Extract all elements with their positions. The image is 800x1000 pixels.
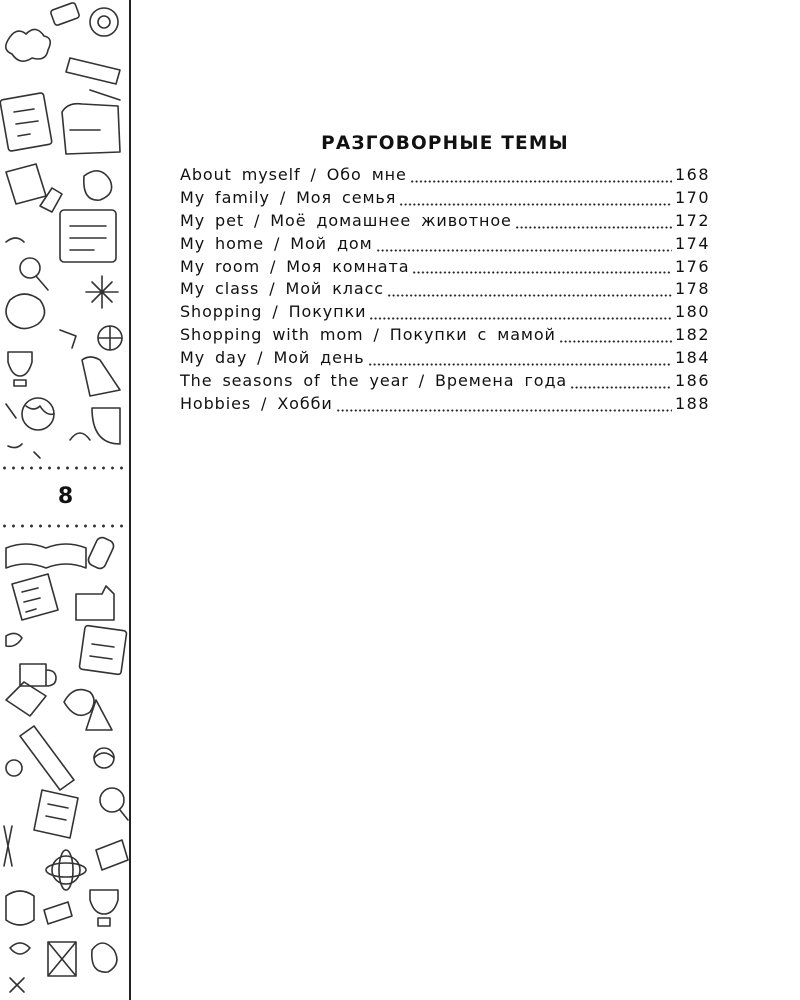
dotted-divider-top	[0, 466, 131, 470]
toc-entry-page: 184	[674, 348, 710, 368]
school-doodle-strip	[0, 0, 131, 1000]
dot-leader	[368, 363, 672, 366]
toc-entry[interactable]	[180, 165, 710, 188]
toc-entry[interactable]	[180, 302, 710, 325]
dot-leader	[410, 180, 672, 183]
toc-entry-label: Shopping with mom / Покупки с мамой	[180, 325, 556, 345]
dotted-divider-bottom	[0, 524, 131, 528]
toc-entry-page: 178	[674, 279, 710, 299]
dot-leader	[336, 409, 672, 412]
dot-leader	[399, 203, 672, 206]
toc-entry-label: The seasons of the year / Времена года	[180, 371, 568, 391]
toc-entry-page: 188	[674, 393, 710, 413]
toc-entry[interactable]	[180, 279, 710, 302]
toc-entry-page: 172	[674, 210, 710, 230]
toc-entry-label: Hobbies / Хобби	[180, 393, 333, 413]
section-title: РАЗГОВОРНЫЕ ТЕМЫ	[321, 133, 569, 154]
toc-entry-label: My day / Мой день	[180, 348, 365, 368]
toc-entry[interactable]	[180, 325, 710, 348]
toc-entry[interactable]	[180, 211, 710, 234]
toc-entry-label: My home / Мой дом	[180, 233, 373, 253]
dot-leader	[376, 249, 672, 252]
toc-entry-page: 182	[674, 325, 710, 345]
toc-entry-label: My room / Моя комната	[180, 256, 410, 276]
toc-entry[interactable]	[180, 371, 710, 394]
toc-entry-label: My class / Мой класс	[180, 279, 385, 299]
toc-entry-page: 174	[674, 233, 710, 253]
toc-entry-page: 176	[674, 256, 710, 276]
toc-entry-label: My pet / Моё домашнее животное	[180, 210, 512, 230]
toc-entry[interactable]	[180, 257, 710, 280]
toc-entry-page: 170	[674, 187, 710, 207]
toc-entry-page: 168	[674, 165, 710, 184]
dot-leader	[570, 386, 672, 389]
toc-entry-page: 180	[674, 302, 710, 322]
toc-entry[interactable]	[180, 394, 710, 417]
toc-entry[interactable]	[180, 348, 710, 371]
dot-leader	[387, 294, 672, 297]
dot-leader	[515, 226, 672, 229]
toc-entry-label: About myself / Обо мне	[180, 165, 407, 184]
toc-entry[interactable]	[180, 234, 710, 257]
page-number: 8	[57, 484, 74, 509]
dot-leader	[412, 271, 672, 274]
dot-leader	[559, 340, 672, 343]
page-number-tab	[0, 466, 131, 528]
toc-entry-label: My family / Моя семья	[180, 187, 397, 207]
dot-leader	[369, 317, 672, 320]
toc-entry-page: 186	[674, 371, 710, 391]
toc-entry-label: Shopping / Покупки	[180, 302, 367, 322]
table-of-contents	[180, 165, 710, 417]
toc-entry[interactable]	[180, 188, 710, 211]
